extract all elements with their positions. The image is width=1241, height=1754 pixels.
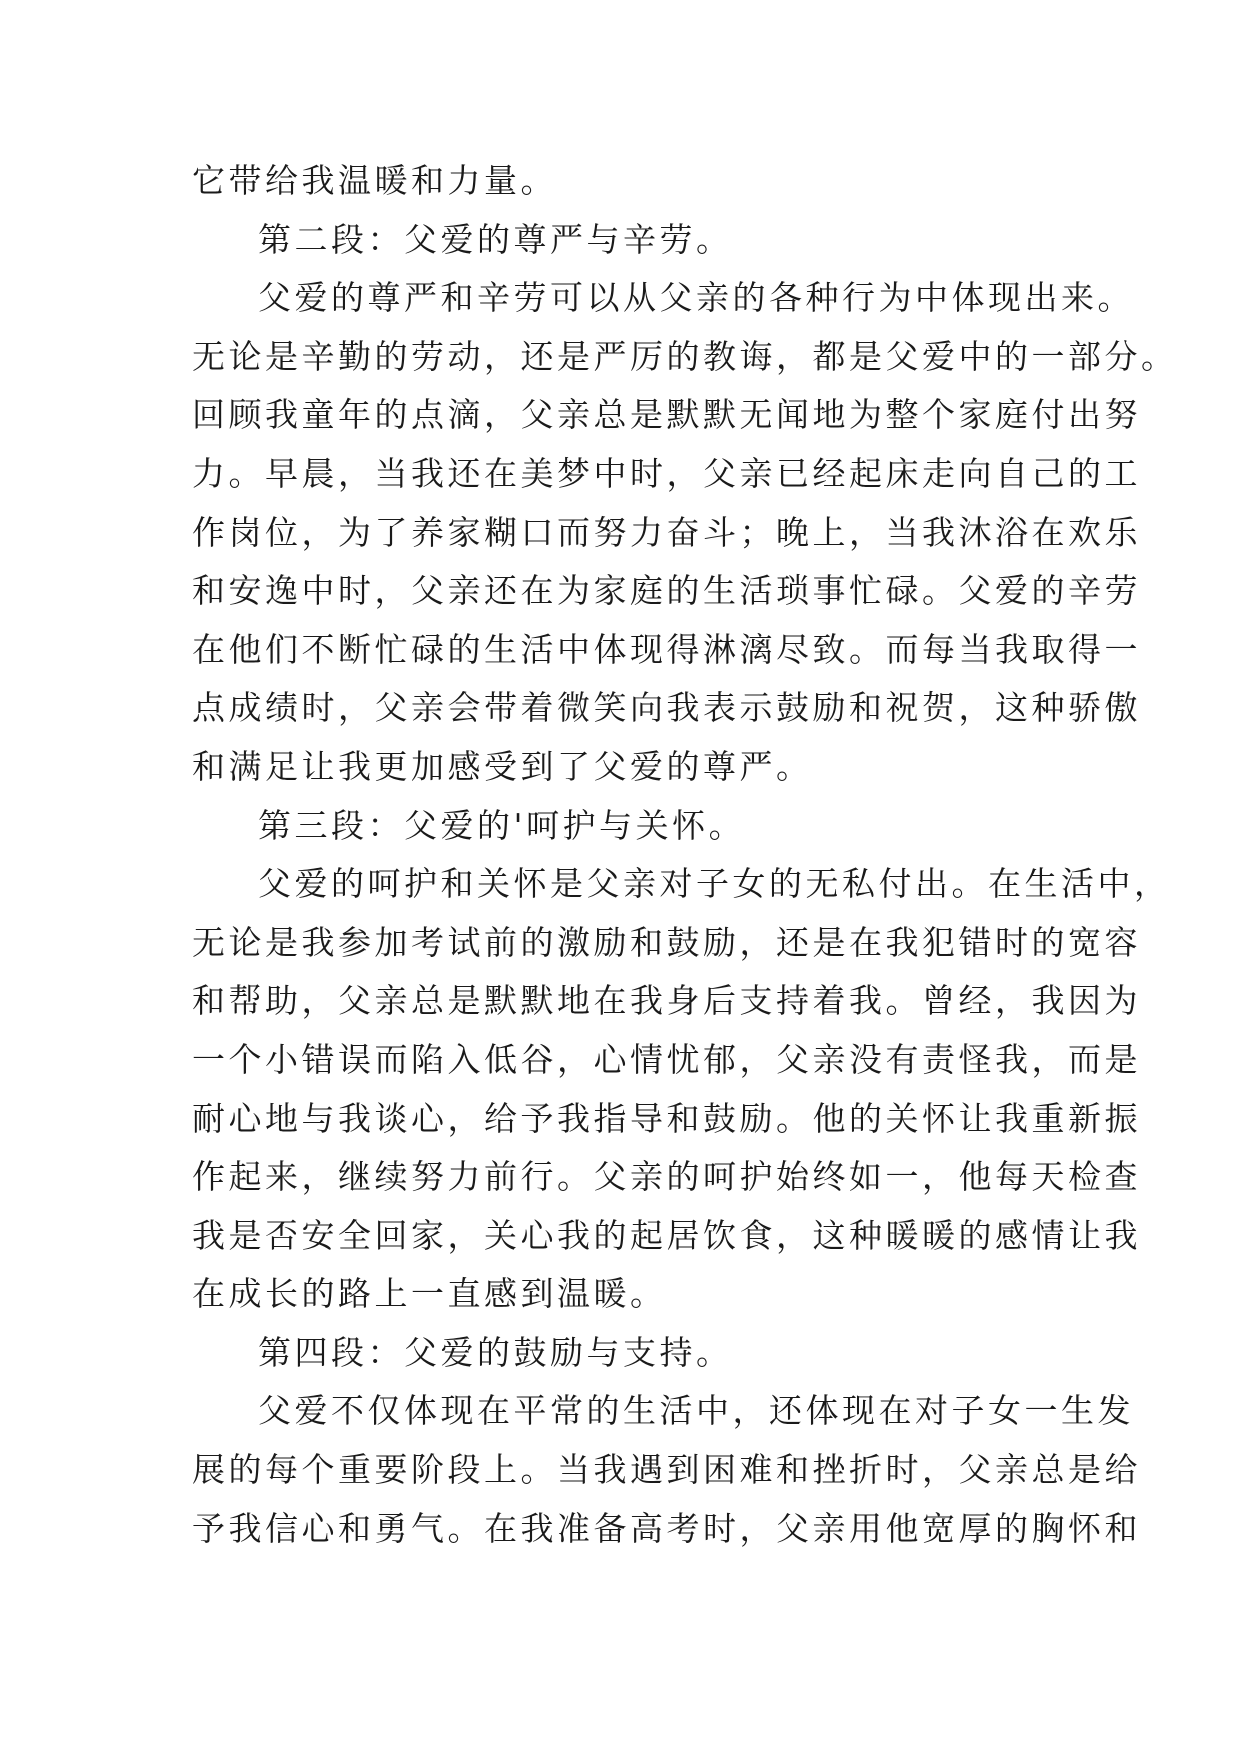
document-body xyxy=(192,152,1178,1558)
text-line: 和安逸中时，父亲还在为家庭的生活琐事忙碌。父爱的辛劳 xyxy=(192,571,1141,611)
text-line: 和满足让我更加感受到了父爱的尊严。 xyxy=(192,746,813,786)
text-line: 在成长的路上一直感到温暖。 xyxy=(192,1274,667,1314)
text-line: 父爱的呵护和关怀是父亲对子女的无私付出。在生活中， xyxy=(258,864,1171,904)
section-heading-2: 第二段：父爱的尊严与辛劳。 xyxy=(258,219,733,259)
text-line: 作岗位，为了养家糊口而努力奋斗；晚上，当我沐浴在欢乐 xyxy=(192,512,1141,552)
text-line: 回顾我童年的点滴，父亲总是默默无闻地为整个家庭付出努 xyxy=(192,395,1141,435)
section-heading-4: 第四段：父爱的鼓励与支持。 xyxy=(258,1332,733,1372)
text-line: 一个小错误而陷入低谷，心情忧郁，父亲没有责怪我，而是 xyxy=(192,1039,1141,1079)
text-line: 力。早晨，当我还在美梦中时，父亲已经起床走向自己的工 xyxy=(192,453,1141,493)
text-line: 展的每个重要阶段上。当我遇到困难和挫折时，父亲总是给 xyxy=(192,1450,1141,1490)
text-line: 点成绩时，父亲会带着微笑向我表示鼓励和祝贺，这种骄傲 xyxy=(192,688,1141,728)
text-line: 予我信心和勇气。在我准备高考时，父亲用他宽厚的胸怀和 xyxy=(192,1508,1141,1548)
text-line: 无论是辛勤的劳动，还是严厉的教诲，都是父爱中的一部分。 xyxy=(192,336,1178,376)
text-line: 耐心地与我谈心，给予我指导和鼓励。他的关怀让我重新振 xyxy=(192,1098,1141,1138)
text-line: 它带给我温暖和力量。 xyxy=(192,161,557,200)
text-line: 作起来，继续努力前行。父亲的呵护始终如一，他每天检查 xyxy=(192,1157,1141,1197)
text-line: 父爱的尊严和辛劳可以从父亲的各种行为中体现出来。 xyxy=(258,278,1134,318)
section-heading-3: 第三段：父爱的'呵护与关怀。 xyxy=(258,805,746,845)
text-line: 无论是我参加考试前的激励和鼓励，还是在我犯错时的宽容 xyxy=(192,922,1141,962)
text-line: 父爱不仅体现在平常的生活中，还体现在对子女一生发 xyxy=(258,1391,1134,1431)
text-line: 和帮助，父亲总是默默地在我身后支持着我。曾经，我因为 xyxy=(192,981,1141,1021)
text-line: 我是否安全回家，关心我的起居饮食，这种暖暖的感情让我 xyxy=(192,1215,1141,1255)
text-line: 在他们不断忙碌的生活中体现得淋漓尽致。而每当我取得一 xyxy=(192,629,1141,669)
